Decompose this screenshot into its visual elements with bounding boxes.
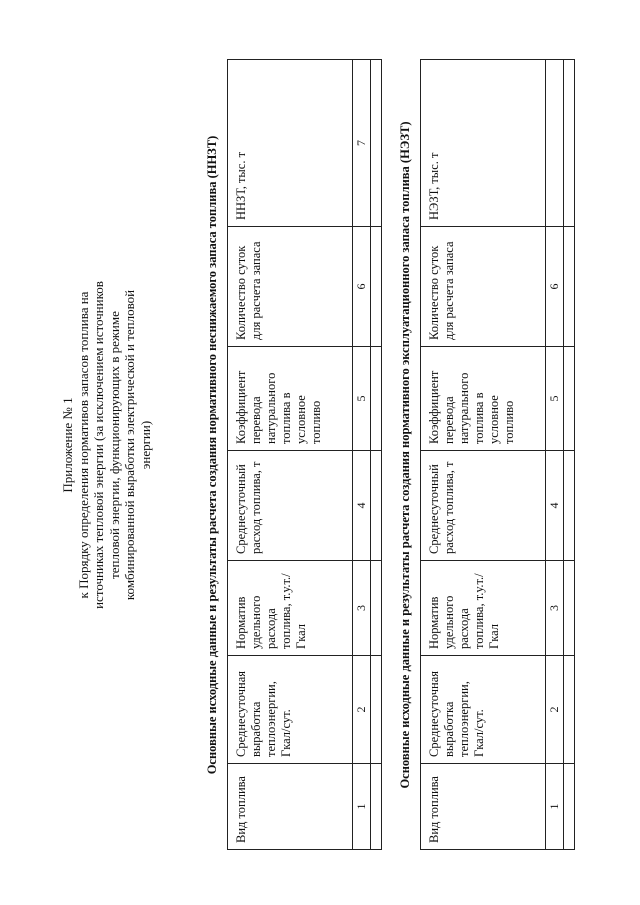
table1-empty-cell [371, 561, 382, 656]
table2-num-4: 4 [546, 451, 564, 561]
table1-num-3: 3 [353, 561, 371, 656]
table2-col-daily-output: Среднесуточная выработка теплоэнергии, Гкал/сут. [421, 656, 546, 764]
table1-num-2: 2 [353, 656, 371, 764]
table2-empty-cell [564, 60, 575, 227]
table1-col-specific-consumption: Норматив удельного расхода топлива, т.у.т./Гкал [228, 561, 353, 656]
table1-empty-cell [371, 656, 382, 764]
table2-col-specific-consumption: Норматив удельного расхода топлива, т.у.т./Гкал [421, 561, 546, 656]
table1-num-4: 4 [353, 451, 371, 561]
table2-num-5: 5 [546, 347, 564, 451]
table2-empty-row [564, 60, 575, 850]
appendix-number: Приложение № 1 [60, 397, 75, 493]
table2-col-days-count: Количество суток для расчета запаса [421, 227, 546, 347]
table1-empty-cell [371, 347, 382, 451]
table2-number-row [546, 60, 564, 850]
table2-empty-cell [564, 764, 575, 850]
table1-col-daily-fuel-consumption: Среднесуточный расход топлива, т [228, 451, 353, 561]
table2-num-blank [546, 60, 564, 227]
table2-col-conversion-coefficient: Коэффициент перевода натурального топлива в условное топливо [421, 347, 546, 451]
table1-col-days-count: Количество суток для расчета запаса [228, 227, 353, 347]
appendix-reference-line-2: источниках тепловой энергии (за исключением источников [91, 281, 106, 609]
table2-title: Основные исходные данные и результаты расчета создания нормативного эксплуатационного запаса топлива (НЭЗТ) [398, 121, 412, 789]
table1-col-nnzt: ННЗТ, тыс. т [228, 60, 353, 227]
table1-num-6: 6 [353, 227, 371, 347]
table2-num-2: 2 [546, 656, 564, 764]
table2-col-fuel-type: Вид топлива [421, 764, 546, 850]
table1-num-7: 7 [353, 60, 371, 227]
table2-empty-cell [564, 347, 575, 451]
table2-empty-cell [564, 227, 575, 347]
table1-number-row [353, 60, 371, 850]
table1-empty-cell [371, 451, 382, 561]
table2-num-3: 3 [546, 561, 564, 656]
table1-col-conversion-coefficient: Коэффициент перевода натурального топлива в условное топливо [228, 347, 353, 451]
table1-empty-cell [371, 227, 382, 347]
table2-nezt [420, 59, 575, 850]
table2-num-6: 6 [546, 227, 564, 347]
table2-header-row [421, 60, 546, 850]
table1-empty-row [371, 60, 382, 850]
table1-title: Основные исходные данные и результаты расчета создания нормативного неснижаемого запаса топлива (ННЗТ) [205, 135, 219, 775]
table2-num-1: 1 [546, 764, 564, 850]
table1-empty-cell [371, 60, 382, 227]
table1-num-5: 5 [353, 347, 371, 451]
table1-nnzt [227, 59, 382, 850]
appendix-reference-line-1: к Порядку определения нормативов запасов топлива на [75, 291, 91, 599]
table1-header-row [228, 60, 353, 850]
table1-num-1: 1 [353, 764, 371, 850]
table2-col-daily-fuel-consumption: Среднесуточный расход топлива, т [421, 451, 546, 561]
appendix-reference-line-4: комбинированной выработки электрической и тепловой [122, 289, 137, 601]
table2-empty-cell [564, 561, 575, 656]
appendix-reference-line-5: энергии) [137, 420, 153, 470]
appendix-header [60, 185, 153, 705]
table2-empty-cell [564, 451, 575, 561]
table1-col-daily-output: Среднесуточная выработка теплоэнергии, Гкал/сут. [228, 656, 353, 764]
appendix-reference-line-3: тепловой энергии, функционирующих в режиме [106, 311, 122, 579]
table1-empty-cell [371, 764, 382, 850]
table2-empty-cell [564, 656, 575, 764]
table1-col-fuel-type: Вид топлива [228, 764, 353, 850]
table2-col-nezt: НЭЗТ, тыс. т [421, 60, 546, 227]
